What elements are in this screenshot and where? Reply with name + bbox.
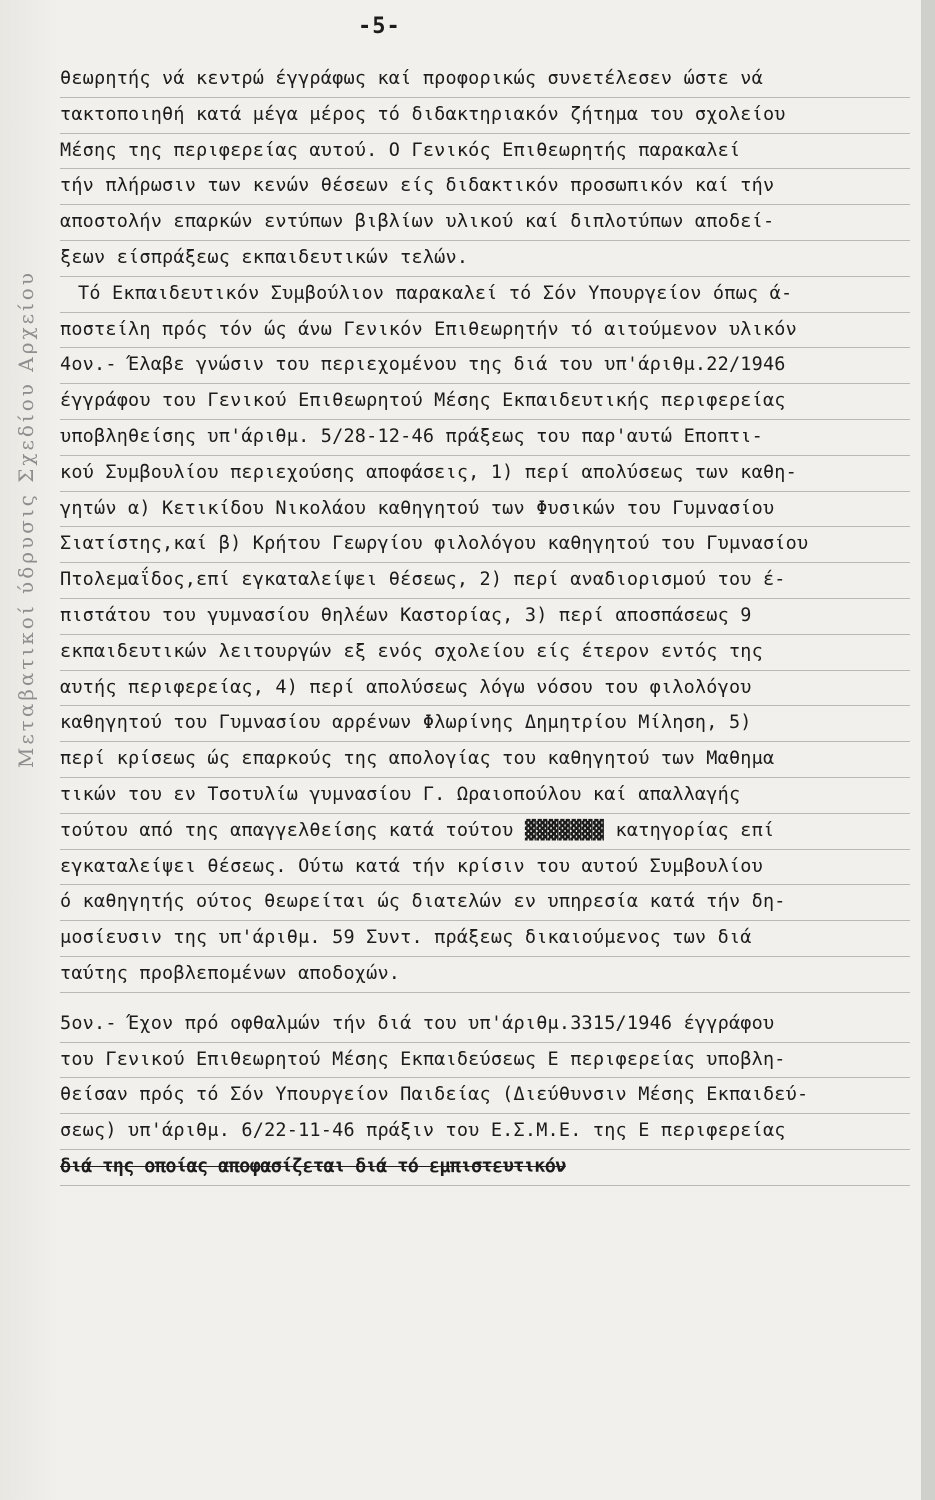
- archive-margin-stamp: Μεταβατικοί ύδρυσις Σχεδίου Αρχείου: [14, 270, 38, 769]
- text-line: θεωρητής νά κεντρώ έγγράφως καί προφορικώς συνετέλεσεν ώστε νά: [60, 62, 910, 98]
- text-line: τακτοποιηθή κατά μέγα μέρος τό διδακτηριακόν ζήτημα του σχολείου: [60, 98, 910, 134]
- text-line: θείσαν πρός τό Σόν Υπουργείον Παιδείας (Διεύθυνσιν Μέσης Εκπαιδεύ-: [60, 1078, 910, 1114]
- struck-through-line: διά της οποίας αποφασίζεται διά τό εμπιστευτικόν: [60, 1150, 910, 1186]
- paragraph-gap: [60, 993, 910, 1007]
- text-line: κού Συμβουλίου περιεχούσης αποφάσεις, 1) περί απολύσεως των καθη-: [60, 456, 910, 492]
- text-line: ταύτης προβλεπομένων αποδοχών.: [60, 957, 910, 993]
- binding-margin: [0, 0, 60, 1500]
- typewritten-text: [60, 62, 910, 1186]
- text-line: τήν πλήρωσιν των κενών θέσεων είς διδακτικόν προσωπικόν καί τήν: [60, 169, 910, 205]
- text-line: υποβληθείσης υπ'άριθμ. 5/28-12-46 πράξεως του παρ'αυτώ Εποπτι-: [60, 420, 910, 456]
- text-line: εκπαιδευτικών λειτουργών εξ ενός σχολείου είς έτερον εντός της: [60, 635, 910, 671]
- text-line: τικών του εν Τσοτυλίω γυμνασίου Γ. Ωραιοπούλου καί απαλλαγής: [60, 778, 910, 814]
- text-line: ξεων είσπράξεως εκπαιδευτικών τελών.: [60, 241, 910, 277]
- text-line: σεως) υπ'άριθμ. 6/22-11-46 πράξιν του Ε.Σ.Μ.Ε. της Ε περιφερείας: [60, 1114, 910, 1150]
- text-line: γητών α) Κετικίδου Νικολάου καθηγητού των Φυσικών του Γυμνασίου: [60, 492, 910, 528]
- text-line: έγγράφου του Γενικού Επιθεωρητού Μέσης Εκπαιδευτικής περιφερείας: [60, 384, 910, 420]
- text-line: του Γενικού Επιθεωρητού Μέσης Εκπαιδεύσεως Ε περιφερείας υποβλη-: [60, 1043, 910, 1079]
- text-line: εγκαταλείψει θέσεως. Ούτω κατά τήν κρίσιν του αυτού Συμβουλίου: [60, 850, 910, 886]
- text-line: ό καθηγητής ούτος θεωρείται ώς διατελών εν υπηρεσία κατά τήν δη-: [60, 885, 910, 921]
- text-line: ποστείλη πρός τόν ώς άνω Γενικόν Επιθεωρητήν τό αιτούμενον υλικόν: [60, 313, 910, 349]
- text-line: τούτου από της απαγγελθείσης κατά τούτου ▓▓▓▓▓▓▓ κατηγορίας επί: [60, 814, 910, 850]
- text-line: πιστάτου του γυμνασίου θηλέων Καστορίας, 3) περί αποσπάσεως 9: [60, 599, 910, 635]
- text-line: περί κρίσεως ώς επαρκούς της απολογίας του καθηγητού των Μαθημα: [60, 742, 910, 778]
- page-edge: [921, 0, 935, 1500]
- text-line: Τό Εκπαιδευτικόν Συμβούλιον παρακαλεί τό Σόν Υπουργείον όπως ά-: [60, 277, 910, 313]
- text-line: 5ον.- Έχον πρό οφθαλμών τήν διά του υπ'άριθμ.3315/1946 έγγράφου: [60, 1007, 910, 1043]
- page-number: -5-: [358, 14, 401, 39]
- text-line: 4ον.- Έλαβε γνώσιν του περιεχομένου της διά του υπ'άριθμ.22/1946: [60, 348, 910, 384]
- text-line: Μέσης της περιφερείας αυτού. Ο Γενικός Επιθεωρητής παρακαλεί: [60, 134, 910, 170]
- text-line: μοσίευσιν της υπ'άριθμ. 59 Συντ. πράξεως δικαιούμενος των διά: [60, 921, 910, 957]
- text-line: αποστολήν επαρκών εντύπων βιβλίων υλικού καί διπλοτύπων αποδεί-: [60, 205, 910, 241]
- text-line: καθηγητού του Γυμνασίου αρρένων Φλωρίνης Δημητρίου Μίληση, 5): [60, 706, 910, 742]
- text-line: Σιατίστης,καί β) Κρήτου Γεωργίου φιλολόγου καθηγητού του Γυμνασίου: [60, 527, 910, 563]
- text-line: Πτολεμαΐδος,επί εγκαταλείψει θέσεως, 2) περί αναδιορισμού του έ-: [60, 563, 910, 599]
- text-line: αυτής περιφερείας, 4) περί απολύσεως λόγω νόσου του φιλολόγου: [60, 671, 910, 707]
